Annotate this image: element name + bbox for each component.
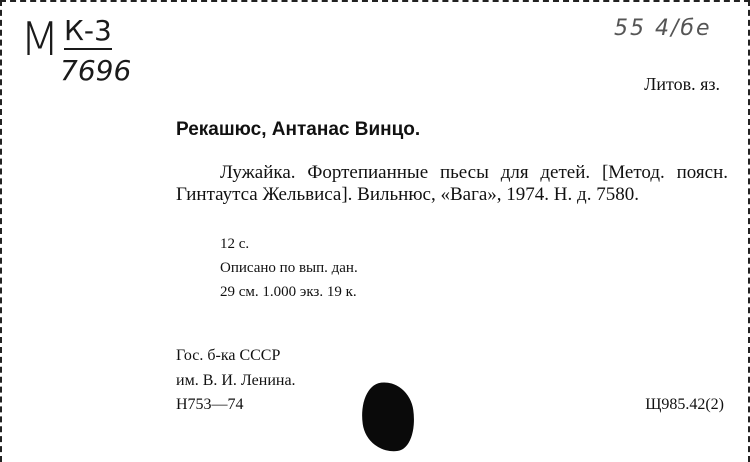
classification-code: Щ985.42(2) bbox=[645, 396, 724, 413]
pencil-mark: 55 4/бe bbox=[614, 16, 712, 41]
author-heading: Рекашюс, Антанас Винцо. bbox=[176, 119, 421, 140]
language-label: Литов. яз. bbox=[644, 74, 720, 94]
physical-details: 29 см. 1.000 экз. 19 к. bbox=[220, 284, 357, 300]
bibliographic-description: Лужайка. Фортепианные пьесы для детей. [Метод. поясн. Гинтаутса Жельвиса]. Вильнюс, «Вага», 1974. Н. д. 7580. bbox=[176, 162, 728, 205]
library-name: Гос. б-ка СССР bbox=[176, 347, 281, 364]
description-note: Описано по вып. дан. bbox=[220, 260, 358, 276]
handwritten-shelfmark: К-3 bbox=[64, 16, 112, 50]
library-dedication: им. В. И. Ленина. bbox=[176, 372, 296, 389]
ink-stamp-icon bbox=[357, 379, 418, 456]
handwritten-letter: M bbox=[20, 12, 58, 66]
handwritten-number: 7696 bbox=[60, 54, 132, 87]
card-number: Н753—74 bbox=[176, 396, 244, 413]
pages-count: 12 с. bbox=[220, 236, 250, 252]
